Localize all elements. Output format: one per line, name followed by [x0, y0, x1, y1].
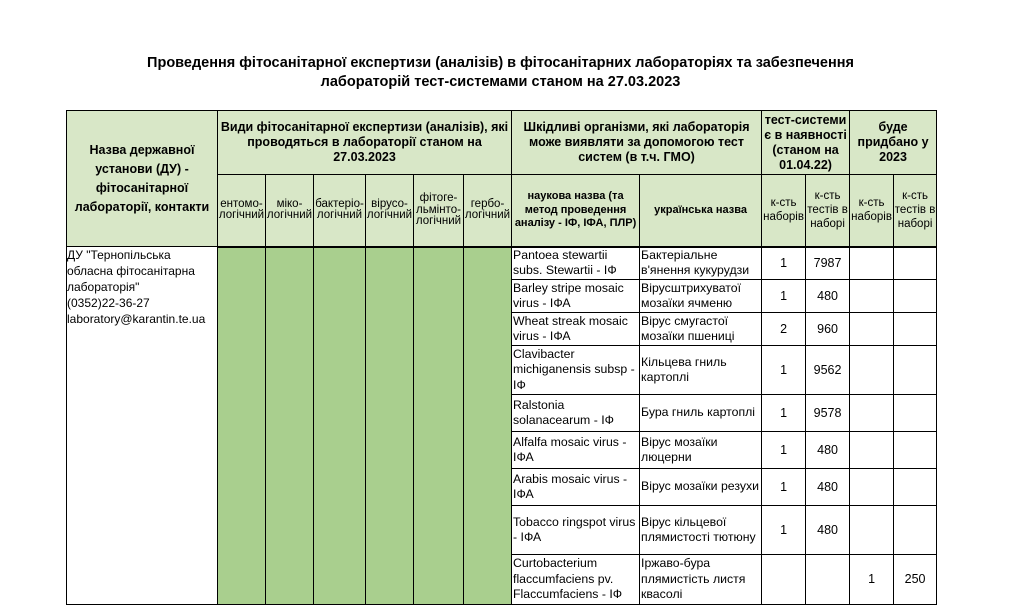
header-type-bacteriological: бактеріо-логічний: [314, 175, 366, 247]
purchase-sets-cell: [850, 346, 894, 395]
phyto-lab-table: [66, 110, 937, 605]
purchase-sets-cell: [850, 280, 894, 313]
sets-count-cell: 1: [762, 346, 806, 395]
header-type-mycological: міко-логічний: [266, 175, 314, 247]
tests-per-set-cell: 480: [806, 469, 850, 506]
header-sets-count: к-сть наборів: [762, 175, 806, 247]
purchase-sets-cell: [850, 506, 894, 555]
header-purchase-sets-count: к-сть наборів: [850, 175, 894, 247]
scientific-name-cell: Tobacco ringspot virus - ІФА: [512, 506, 640, 555]
tests-per-set-cell: 480: [806, 506, 850, 555]
sets-count-cell: 1: [762, 280, 806, 313]
type-entomological-cell: [218, 247, 266, 605]
scientific-name-cell: Clavibacter michiganensis subsp - ІФ: [512, 346, 640, 395]
purchase-sets-cell: [850, 395, 894, 432]
type-bacteriological-cell: [314, 247, 366, 605]
tests-per-set-cell: 9578: [806, 395, 850, 432]
ukrainian-name-cell: Вірус мозаїки люцерни: [640, 432, 762, 469]
purchase-tests-cell: [894, 346, 937, 395]
sets-count-cell: 1: [762, 506, 806, 555]
header-ukrainian-name: українська назва: [640, 175, 762, 247]
header-tests-per-set: к-сть тестів в наборі: [806, 175, 850, 247]
institution-name-line-3: лабораторія": [67, 280, 140, 294]
sets-count-cell: 2: [762, 313, 806, 346]
scientific-name-cell: Pantoea stewartii subs. Stewartii - ІФ: [512, 247, 640, 280]
header-institution: Назва державної установи (ДУ) - фітосанітарної лабораторії, контакти: [67, 111, 218, 247]
table-row: [67, 247, 937, 280]
title-line-2: лабораторій тест-системами станом на 27.03.2023: [320, 74, 681, 90]
ukrainian-name-cell: Бура гниль картоплі: [640, 395, 762, 432]
tests-per-set-cell: 7987: [806, 247, 850, 280]
ukrainian-name-cell: Бактеріальне в'янення кукурудзи: [640, 247, 762, 280]
purchase-tests-cell: [894, 313, 937, 346]
sets-count-cell: 1: [762, 432, 806, 469]
institution-name-line-1: ДУ "Тернопільська: [67, 248, 171, 262]
sets-count-cell: 1: [762, 469, 806, 506]
scientific-name-cell: Curtobacterium flaccumfaciens pv. Flaccumfaciens - ІФ: [512, 555, 640, 605]
scientific-name-cell: Barley stripe mosaic virus - ІФА: [512, 280, 640, 313]
ukrainian-name-cell: Вірусштрихуватої мозаїки ячменю: [640, 280, 762, 313]
tests-per-set-cell: 480: [806, 280, 850, 313]
ukrainian-name-cell: Вірус смугастої мозаїки пшениці: [640, 313, 762, 346]
type-virological-cell: [366, 247, 414, 605]
header-type-herbological: гербо-логічний: [464, 175, 512, 247]
ukrainian-name-cell: Кільцева гниль картоплі: [640, 346, 762, 395]
purchase-sets-cell: [850, 432, 894, 469]
type-mycological-cell: [266, 247, 314, 605]
institution-cell: [67, 247, 218, 605]
ukrainian-name-cell: Вірус мозаїки резухи: [640, 469, 762, 506]
header-type-entomological: ентомо-логічний: [218, 175, 266, 247]
header-type-virological: вірусо-логічний: [366, 175, 414, 247]
ukrainian-name-cell: Іржаво-бура плямистість листя квасолі: [640, 555, 762, 605]
header-expertise-types: Види фітосанітарної експертизи (аналізів), які проводяться в лабораторії станом на 27.03.2023: [218, 111, 512, 175]
purchase-sets-cell: [850, 469, 894, 506]
title-line-1: Проведення фітосанітарної експертизи (аналізів) в фітосанітарних лабораторіях та забезпечення: [147, 55, 854, 71]
institution-name-line-2: обласна фітосанітарна: [67, 264, 195, 278]
tests-per-set-cell: 9562: [806, 346, 850, 395]
page-title: [66, 54, 935, 92]
institution-phone: (0352)22-36-27: [67, 296, 150, 310]
header-scientific-name: наукова назва (та метод проведення аналізу - ІФ, ІФА, ПЛР): [512, 175, 640, 247]
purchase-tests-cell: [894, 469, 937, 506]
header-purchase-tests-per-set: к-сть тестів в наборі: [894, 175, 937, 247]
purchase-sets-cell: [850, 313, 894, 346]
type-herbological-cell: [464, 247, 512, 605]
sets-count-cell: 1: [762, 395, 806, 432]
tests-per-set-cell: [806, 555, 850, 605]
ukrainian-name-cell: Вірус кільцевої плямистості тютюну: [640, 506, 762, 555]
institution-email: laboratory@karantin.te.ua: [67, 312, 206, 326]
scientific-name-cell: Alfalfa mosaic virus - ІФА: [512, 432, 640, 469]
purchase-tests-cell: [894, 280, 937, 313]
purchase-tests-cell: [894, 506, 937, 555]
sets-count-cell: 1: [762, 247, 806, 280]
sets-count-cell: [762, 555, 806, 605]
tests-per-set-cell: 960: [806, 313, 850, 346]
header-type-phytohelminthological: фітоге-льмінто-логічний: [414, 175, 464, 247]
purchase-tests-cell: 250: [894, 555, 937, 605]
type-phytohelminthological-cell: [414, 247, 464, 605]
scientific-name-cell: Ralstonia solanacearum - ІФ: [512, 395, 640, 432]
header-to-be-purchased: буде придбано у 2023: [850, 111, 937, 175]
tests-per-set-cell: 480: [806, 432, 850, 469]
purchase-tests-cell: [894, 432, 937, 469]
scientific-name-cell: Arabis mosaic virus - ІФА: [512, 469, 640, 506]
purchase-tests-cell: [894, 395, 937, 432]
header-harmful-organisms: Шкідливі організми, які лабораторія може виявляти за допомогою тест систем (в т.ч. ГМО): [512, 111, 762, 175]
purchase-sets-cell: [850, 247, 894, 280]
header-test-systems-available: тест-системи є в наявності (станом на 01.04.22): [762, 111, 850, 175]
purchase-tests-cell: [894, 247, 937, 280]
scientific-name-cell: Wheat streak mosaic virus - ІФА: [512, 313, 640, 346]
purchase-sets-cell: 1: [850, 555, 894, 605]
